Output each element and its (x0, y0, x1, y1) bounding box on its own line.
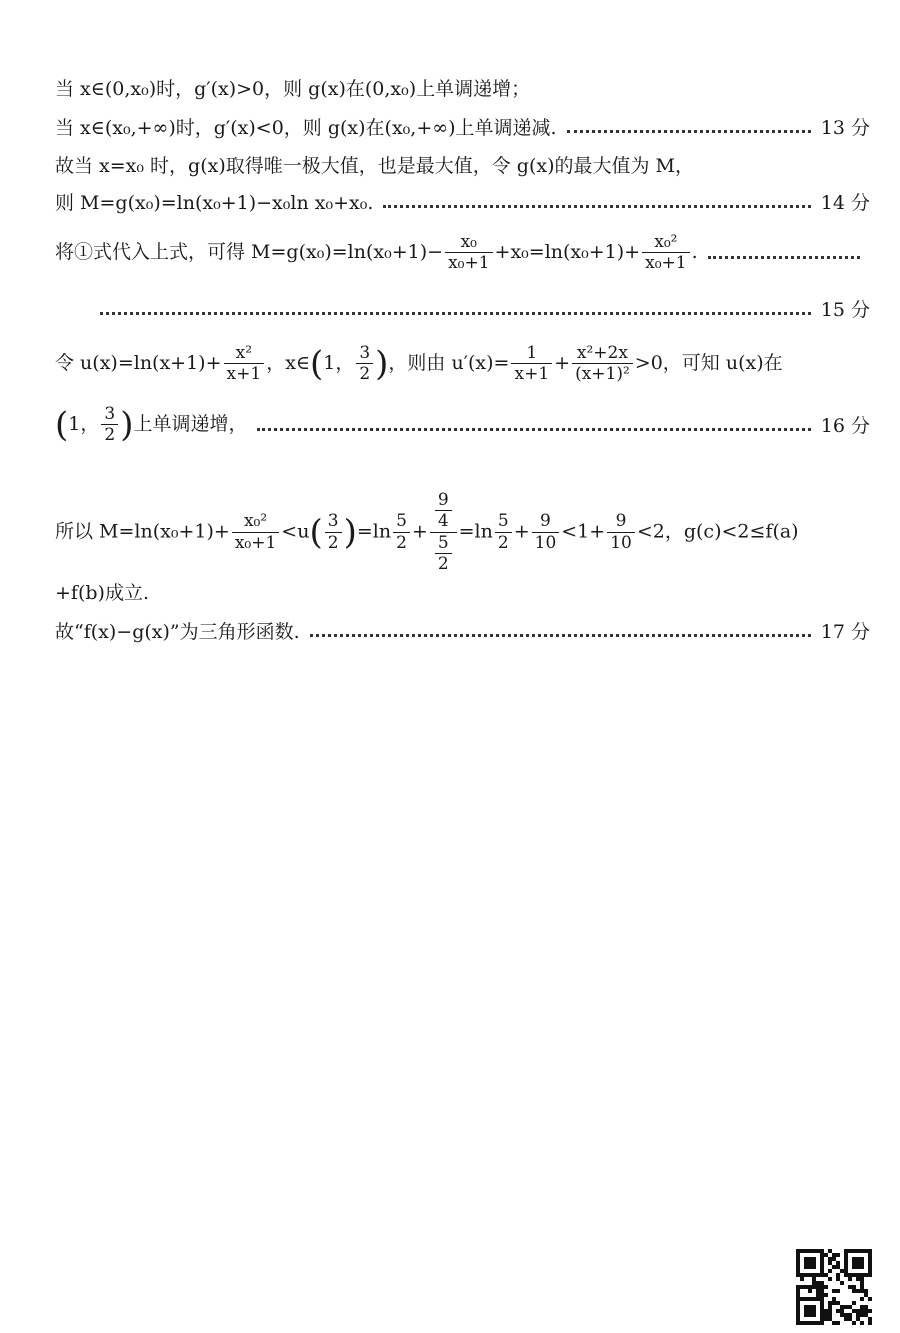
solution-line-2 (55, 113, 870, 140)
numerator: x² (235, 343, 253, 363)
numerator (430, 490, 457, 532)
denominator: 10 (532, 532, 560, 553)
numerator: 9 (615, 511, 627, 532)
numerator: x₀² (243, 511, 268, 532)
denominator: x₀+1 (232, 532, 279, 553)
line-text: 上单调递增， (133, 412, 248, 435)
formula-text: + (411, 520, 428, 543)
denominator: 2 (393, 532, 410, 553)
denominator: x+1 (224, 363, 265, 384)
left-paren: ( (309, 512, 323, 553)
numerator: x₀ (460, 232, 477, 252)
line-text: 当 x∈(0,x₀)时，g′(x)>0，则 g(x)在(0,x₀)上单调递增； (55, 78, 531, 100)
dot-leader (567, 130, 811, 133)
dot-leader (310, 634, 811, 637)
formula-text: >0，可知 u(x)在 (634, 351, 783, 374)
formula-text: 将①式代入上式，可得 M=g(x₀)=ln(x₀+1)− (55, 240, 444, 263)
formula-text: ，x∈ (266, 351, 310, 374)
formula-text: 令 u(x)=ln(x+1)+ (55, 351, 222, 374)
line-text: 故“f(x)−g(x)”为三角形函数. (55, 621, 300, 643)
solution-line-8 (55, 404, 870, 446)
numerator: 1 (526, 343, 538, 363)
formula (55, 490, 799, 575)
qr-code (796, 1249, 872, 1325)
score-label: 17 分 (820, 621, 870, 643)
fraction (495, 511, 512, 553)
fraction (445, 232, 492, 274)
formula-text: +x₀=ln(x₀+1)+ (494, 240, 641, 263)
line-text: 则 M=g(x₀)=ln(x₀+1)−x₀ln x₀+x₀. (55, 192, 374, 214)
score-label: 15 分 (820, 299, 870, 321)
left-paren: ( (55, 404, 69, 445)
denominator: 2 (495, 532, 512, 553)
fraction (232, 511, 279, 553)
numerator: 3 (104, 404, 116, 424)
fraction (435, 533, 452, 575)
formula-text: <u (281, 520, 310, 543)
dot-leader (708, 256, 860, 259)
formula-text: + (554, 351, 571, 374)
solution-line-6 (100, 295, 870, 322)
fraction (511, 343, 552, 385)
denominator: 2 (356, 363, 373, 384)
score-label: 16 分 (820, 415, 870, 438)
numerator: 5 (437, 532, 449, 553)
score-label: 13 分 (820, 117, 870, 139)
numerator: 5 (396, 511, 407, 532)
right-paren: ) (120, 404, 134, 445)
fraction (101, 404, 118, 446)
line-text: 当 x∈(x₀,+∞)时，g′(x)<0，则 g(x)在(x₀,+∞)上单调递减. (55, 117, 557, 139)
numerator: x²+2x (576, 343, 628, 363)
denominator: 4 (435, 510, 452, 531)
solution-line-1 (55, 74, 870, 101)
formula-text: =ln (458, 520, 493, 543)
numerator: 3 (327, 511, 339, 532)
right-paren: ) (375, 343, 389, 384)
solution-line-3 (55, 151, 870, 178)
formula-text: 所以 M=ln(x₀+1)+ (55, 520, 230, 543)
dot-leader (257, 428, 810, 431)
fraction (572, 343, 633, 385)
fraction (224, 343, 265, 385)
fraction (607, 511, 635, 553)
formula-text: =ln (356, 520, 392, 543)
denominator: (x+1)² (572, 363, 633, 384)
solution-line-11 (55, 617, 870, 644)
right-paren: ) (343, 512, 357, 553)
denominator: 2 (101, 424, 118, 445)
formula (55, 232, 698, 274)
left-paren: ( (309, 343, 324, 384)
formula-text: 1， (323, 351, 355, 374)
denominator: 2 (325, 532, 342, 553)
solution-line-4 (55, 188, 870, 215)
qr-module (868, 1321, 872, 1325)
line-text: +f(b)成立. (55, 582, 149, 604)
numerator: 5 (497, 511, 509, 532)
line-text: 故当 x=x₀ 时，g(x)取得唯一极大值，也是最大值，令 g(x)的最大值为 M， (55, 155, 694, 177)
dot-leader (383, 205, 810, 208)
formula-text: + (513, 520, 530, 543)
numerator: 9 (540, 511, 551, 532)
formula-text: <2，g(c)<2≤f(a) (636, 520, 799, 543)
solution-line-7 (55, 343, 870, 385)
score-label: 14 分 (820, 192, 870, 214)
fraction (642, 232, 689, 274)
denominator: x₀+1 (445, 252, 492, 273)
denominator: x₀+1 (642, 252, 689, 273)
formula-text: 1， (68, 412, 100, 435)
fraction (435, 490, 452, 532)
fraction (356, 343, 373, 385)
formula-text: <1+ (561, 520, 606, 543)
solution-line-9 (55, 490, 870, 575)
fraction (532, 511, 560, 553)
denominator: 10 (607, 532, 635, 553)
numerator: x₀² (654, 232, 678, 252)
numerator: 9 (437, 490, 449, 510)
numerator: 3 (359, 343, 371, 363)
denominator: 2 (435, 553, 452, 574)
formula (55, 343, 783, 385)
fraction (325, 511, 342, 553)
denominator: x+1 (511, 363, 552, 384)
denominator (430, 532, 457, 575)
dot-leader (100, 312, 811, 315)
fraction (393, 511, 410, 553)
solution-line-5 (55, 232, 870, 274)
solution-line-10 (55, 578, 870, 605)
compound-fraction (430, 490, 457, 575)
formula-text: ，则由 u′(x)= (388, 351, 510, 374)
formula (55, 404, 247, 446)
formula-text: . (691, 240, 698, 263)
